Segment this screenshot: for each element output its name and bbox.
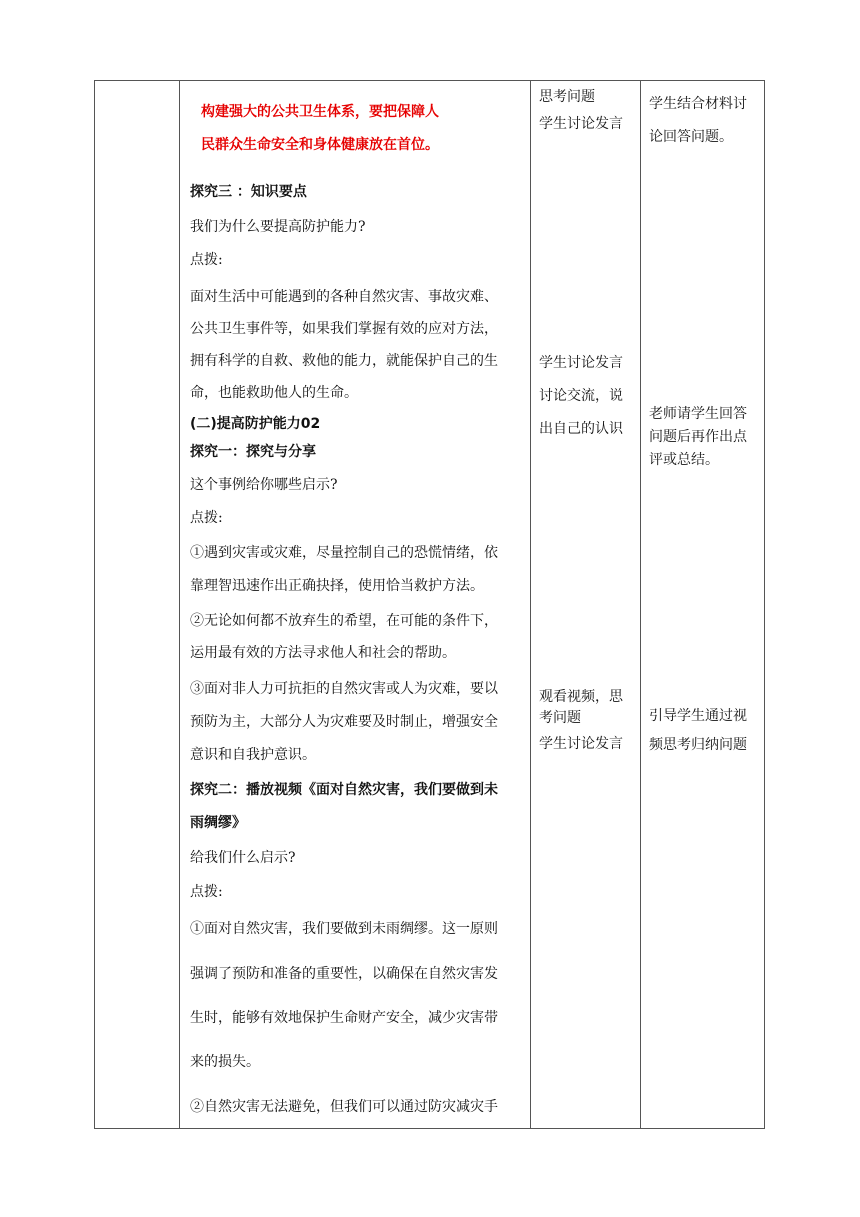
paragraph-5-line-1: ①面对自然灾害，我们要做到未雨绸缪。这一原则 [190,921,498,937]
student-activity-b-2: 讨论交流，说 [539,388,623,404]
column-divider [640,81,641,1128]
explore3-label: 探究三 [190,184,232,200]
student-activity-c-2: 考问题 [539,710,581,726]
paragraph-4-line-3: 意识和自我护意识。 [190,747,316,763]
paragraph-4-line-1: ③面对非人力可抗拒的自然灾害或人为灾难，要以 [190,681,498,697]
student-activity-a-1: 思考问题 [539,89,595,105]
paragraph-1-line-3: 拥有科学的自救、救他的能力，就能保护自己的生 [190,353,498,369]
explore1-heading: 探究一：探究与分享 [190,444,316,460]
paragraph-2-line-2: 靠理智迅速作出正确抉择，使用恰当救护方法。 [190,578,484,594]
question-3: 给我们什么启示? [190,850,296,866]
paragraph-5-line-3: 生时，能够有效地保护生命财产安全，减少灾害带 [190,1010,498,1026]
column-divider [179,81,180,1128]
paragraph-3-line-1: ②无论如何都不放弃生的希望，在可能的条件下， [190,613,498,629]
explore3-heading [190,181,307,201]
red-emphasis-line-1: 构建强大的公共卫生体系，要把保障人 [201,104,439,120]
explore2-heading-line-1: 探究二：播放视频《面对自然灾害，我们要做到未 [190,782,498,798]
student-activity-c-1: 观看视频，思 [539,689,623,705]
student-activity-b-1: 学生讨论发言 [539,355,623,371]
red-emphasis-line-2: 民群众生命安全和身体健康放在首位。 [201,137,439,153]
paragraph-2-line-1: ①遇到灾害或灾难，尽量控制自己的恐慌情绪，依 [190,545,498,561]
paragraph-3-line-2: 运用最有效的方法寻求他人和社会的帮助。 [190,645,456,661]
paragraph-5-line-2: 强调了预防和准备的重要性，以确保在自然灾害发 [190,966,498,982]
teacher-note-b-1: 老师请学生回答 [649,406,747,422]
hint-label-2: 点拨: [190,510,223,526]
question-1: 我们为什么要提高防护能力? [190,219,366,235]
explore3-subtitle: ：知识要点 [236,184,307,200]
student-activity-b-3: 出自己的认识 [539,421,623,437]
teacher-note-c-2: 频思考归纳问题 [649,737,747,753]
teacher-note-c-1: 引导学生通过视 [649,708,747,724]
hint-label-1: 点拨: [190,252,223,268]
paragraph-1-line-2: 公共卫生事件等，如果我们掌握有效的应对方法， [190,321,498,337]
paragraph-4-line-2: 预防为主，大部分人为灾难要及时制止，增强安全 [190,714,498,730]
teacher-note-a-1: 学生结合材料讨 [649,96,747,112]
teacher-note-b-3: 评或总结。 [649,452,719,468]
paragraph-1-line-4: 命，也能救助他人的生命。 [190,385,358,401]
paragraph-1-line-1: 面对生活中可能遇到的各种自然灾害、事故灾难、 [190,289,498,305]
student-activity-a-2: 学生讨论发言 [539,116,623,132]
student-activity-c-3: 学生讨论发言 [539,736,623,752]
hint-label-3: 点拨: [190,884,223,900]
paragraph-6-line-1: ②自然灾害无法避免，但我们可以通过防灾减灾手 [190,1099,498,1115]
question-2: 这个事例给你哪些启示? [190,477,338,493]
section2-heading: (二)提高防护能力02 [190,416,321,432]
teacher-note-b-2: 问题后再作出点 [649,429,747,445]
explore2-heading-line-2: 雨绸缪》 [190,815,246,831]
column-divider [530,81,531,1128]
teacher-note-a-2: 论回答问题。 [649,129,733,145]
paragraph-5-line-4: 来的损失。 [190,1054,260,1070]
